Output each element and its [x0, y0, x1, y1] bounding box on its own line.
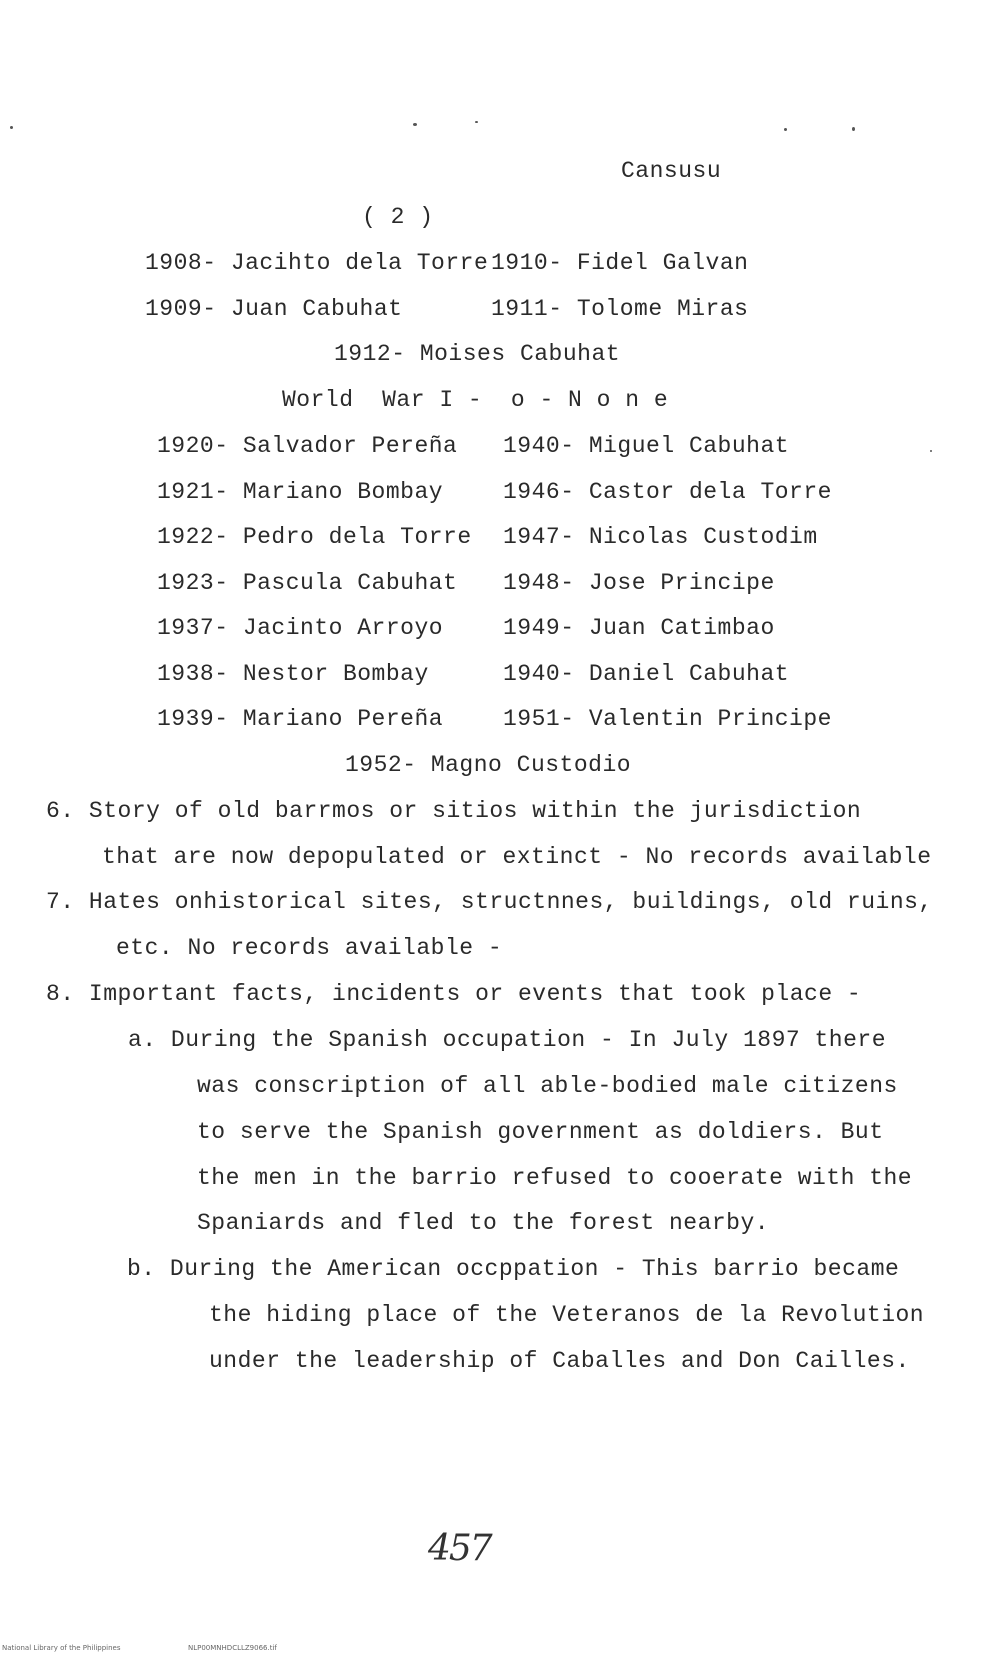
official-name: Mariano Pereña [242, 706, 444, 732]
official-name: Magno Custodio [430, 752, 632, 778]
item-6-line: that are now depopulated or extinct - No records available [102, 844, 932, 870]
official-year: 1921- [157, 479, 229, 505]
item-7-line: etc. No records available - [116, 935, 503, 961]
scan-speck [852, 127, 855, 131]
official-name: Moises Cabuhat [419, 341, 621, 367]
official-row [503, 479, 832, 505]
official-row [345, 752, 631, 778]
official-year: 1939- [157, 706, 229, 732]
official-row [157, 706, 443, 732]
official-year: 1938- [157, 661, 229, 687]
official-year: 1910- [491, 250, 563, 276]
official-row [157, 661, 429, 687]
scan-speck [413, 123, 417, 126]
official-name: Juan Cabuhat [230, 296, 403, 322]
official-name: Pedro dela Torre [242, 524, 472, 550]
official-year: 1908- [145, 250, 217, 276]
official-row [145, 296, 402, 322]
official-row [145, 250, 488, 276]
official-year: 1948- [503, 570, 575, 596]
official-name: Nestor Bombay [242, 661, 429, 687]
official-name: Miguel Cabuhat [588, 433, 790, 459]
official-year: 1949- [503, 615, 575, 641]
official-year: 1947- [503, 524, 575, 550]
item-8a-line: the men in the barrio refused to cooerate with the [197, 1165, 913, 1191]
footer-library: National Library of the Philippines [2, 1644, 121, 1652]
page-marker: ( 2 ) [362, 204, 434, 230]
scan-speck [930, 450, 932, 452]
ww1-line: World War I - o - N o n e [282, 387, 669, 413]
official-name: Daniel Cabuhat [588, 661, 790, 687]
official-name: Castor dela Torre [588, 479, 832, 505]
footer-filename: NLP00MNHDCLLZ9066.tif [188, 1644, 277, 1652]
official-row [157, 570, 457, 596]
item-8b-line: b. During the American occppation - This barrio became [127, 1256, 900, 1282]
item-8a-line: a. During the Spanish occupation - In July 1897 there [128, 1027, 887, 1053]
official-name: Pascula Cabuhat [242, 570, 458, 596]
official-row [503, 615, 775, 641]
official-name: Jacinto Arroyo [242, 615, 444, 641]
item-8-heading: 8. Important facts, incidents or events that took place - [46, 981, 862, 1007]
official-row [157, 615, 443, 641]
official-name: Salvador Pereña [242, 433, 458, 459]
official-name: Valentin Principe [588, 706, 832, 732]
official-row [334, 341, 620, 367]
official-year: 1923- [157, 570, 229, 596]
barrio-name: Cansusu [621, 158, 722, 184]
official-year: 1952- [345, 752, 417, 778]
official-row [503, 706, 832, 732]
official-year: 1911- [491, 296, 563, 322]
item-8a-line: to serve the Spanish government as doldiers. But [197, 1119, 884, 1145]
official-year: 1920- [157, 433, 229, 459]
official-name: Jose Principe [588, 570, 775, 596]
official-row [503, 570, 775, 596]
item-6-line: 6. Story of old barrmos or sitios within the jurisdiction [46, 798, 862, 824]
scan-speck [475, 121, 478, 123]
official-year: 1940- [503, 661, 575, 687]
official-row [491, 296, 748, 322]
official-row [157, 479, 443, 505]
official-year: 1940- [503, 433, 575, 459]
handwritten-page-number: 457 [428, 1528, 491, 1569]
official-year: 1946- [503, 479, 575, 505]
scan-speck [784, 128, 787, 131]
official-row [503, 524, 818, 550]
item-7-line: 7. Hates onhistorical sites, structnnes, buildings, old ruins, [46, 889, 933, 915]
item-8b-line: under the leadership of Caballes and Don Cailles. [209, 1348, 910, 1374]
item-8b-line: the hiding place of the Veteranos de la Revolution [209, 1302, 925, 1328]
item-8a-line: was conscription of all able-bodied male citizens [197, 1073, 898, 1099]
official-name: Tolome Miras [576, 296, 749, 322]
official-row [157, 524, 472, 550]
official-name: Nicolas Custodim [588, 524, 818, 550]
official-row [503, 433, 789, 459]
item-8a-line: Spaniards and fled to the forest nearby. [197, 1210, 770, 1236]
scan-speck [10, 126, 13, 129]
official-name: Juan Catimbao [588, 615, 775, 641]
official-year: 1922- [157, 524, 229, 550]
official-year: 1951- [503, 706, 575, 732]
official-name: Mariano Bombay [242, 479, 444, 505]
official-year: 1912- [334, 341, 406, 367]
official-row [503, 661, 789, 687]
official-name: Jacihto dela Torre [230, 250, 489, 276]
official-row [157, 433, 457, 459]
official-row [491, 250, 748, 276]
official-year: 1909- [145, 296, 217, 322]
official-name: Fidel Galvan [576, 250, 749, 276]
official-year: 1937- [157, 615, 229, 641]
